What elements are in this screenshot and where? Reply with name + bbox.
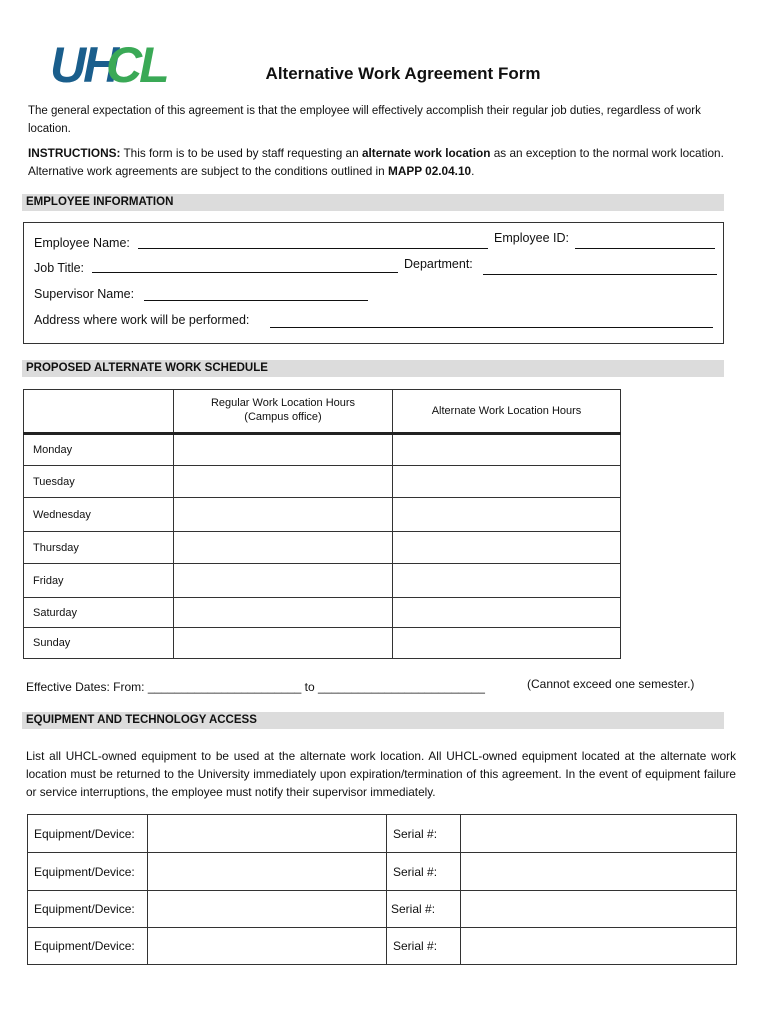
serial-label: Serial #: — [387, 815, 461, 853]
regular-hours-tuesday[interactable] — [174, 466, 393, 498]
serial-label: Serial #: — [387, 853, 461, 891]
instructions-bold: alternate work location — [361, 146, 491, 160]
employee-info-heading: EMPLOYEE INFORMATION — [22, 194, 724, 211]
instructions-label: INSTRUCTIONS: — [28, 146, 121, 160]
mapp-reference: MAPP 02.04.10 — [388, 164, 472, 178]
address-label: Address where work will be performed: — [34, 313, 250, 327]
alternate-hours-saturday[interactable] — [393, 598, 621, 628]
alternate-hours-monday[interactable] — [393, 434, 621, 466]
table-row — [24, 434, 621, 466]
semester-note: (Cannot exceed one semester.) — [527, 677, 695, 691]
logo-text-uh: UH — [50, 37, 117, 93]
effective-to-label: to — [301, 680, 319, 694]
table-row — [28, 891, 737, 928]
regular-hours-monday[interactable] — [174, 434, 393, 466]
instructions-part: as an exception to the normal work location. Alternative work agreements are subject to the conditions outlined in — [28, 146, 724, 178]
serial-label: Serial #: — [387, 891, 461, 928]
table-row — [24, 466, 621, 498]
regular-hours-header — [174, 390, 393, 434]
day-label-friday: Friday — [24, 564, 174, 598]
logo-text-cl: CL — [106, 37, 167, 93]
employee-id-label: Employee ID: — [494, 231, 570, 245]
schedule-header-row — [24, 390, 621, 434]
regular-hours-header-line1: Regular Work Location Hours — [210, 397, 356, 409]
table-row — [24, 498, 621, 532]
instructions-part: This form is to be used by staff requesting an — [120, 146, 362, 160]
device-label: Equipment/Device: — [28, 928, 148, 965]
effective-to-field[interactable]: _________________________ — [318, 680, 485, 694]
effective-from-field[interactable]: _______________________ — [147, 680, 302, 694]
serial-field-2[interactable] — [461, 853, 737, 891]
job-title-label: Job Title: — [34, 261, 85, 275]
device-label: Equipment/Device: — [28, 853, 148, 891]
department-field[interactable] — [483, 260, 717, 275]
device-label: Equipment/Device: — [28, 815, 148, 853]
day-label-saturday: Saturday — [24, 598, 174, 628]
day-label-tuesday: Tuesday — [24, 466, 174, 498]
serial-field-4[interactable] — [461, 928, 737, 965]
device-field-2[interactable] — [148, 853, 387, 891]
schedule-heading: PROPOSED ALTERNATE WORK SCHEDULE — [22, 360, 724, 377]
regular-hours-header-line2: (Campus office) — [244, 411, 322, 423]
table-row — [24, 564, 621, 598]
supervisor-name-label: Supervisor Name: — [34, 287, 135, 301]
schedule-table — [23, 389, 621, 659]
instructions-text — [28, 144, 728, 180]
serial-label: Serial #: — [387, 928, 461, 965]
supervisor-name-field[interactable] — [144, 286, 368, 301]
regular-hours-wednesday[interactable] — [174, 498, 393, 532]
table-row — [28, 815, 737, 853]
alternate-hours-thursday[interactable] — [393, 532, 621, 564]
device-label: Equipment/Device: — [28, 891, 148, 928]
day-label-sunday: Sunday — [24, 628, 174, 659]
page-title: Alternative Work Agreement Form — [265, 64, 541, 83]
department-label: Department: — [404, 257, 473, 271]
alternate-hours-sunday[interactable] — [393, 628, 621, 659]
employee-name-field[interactable] — [138, 234, 488, 249]
alternate-hours-wednesday[interactable] — [393, 498, 621, 532]
day-label-wednesday: Wednesday — [24, 498, 174, 532]
employee-id-field[interactable] — [575, 234, 715, 249]
table-row — [24, 598, 621, 628]
alternate-hours-friday[interactable] — [393, 564, 621, 598]
table-row — [24, 532, 621, 564]
job-title-field[interactable] — [92, 258, 398, 273]
day-label-monday: Monday — [24, 434, 174, 466]
table-row — [28, 853, 737, 891]
alternate-hours-header: Alternate Work Location Hours — [393, 390, 621, 434]
serial-field-3[interactable] — [461, 891, 737, 928]
address-field[interactable] — [270, 313, 713, 328]
equipment-heading: EQUIPMENT AND TECHNOLOGY ACCESS — [22, 712, 724, 729]
alternate-hours-tuesday[interactable] — [393, 466, 621, 498]
equipment-text: List all UHCL-owned equipment to be used at the alternate work location. All UHCL-owned equipment located at the alternate work location must be returned to the University immediately upon expiration/termination of this agreement. In the event of equipment failure or service interruptions, the employee must notify their supervisor immediately. — [26, 749, 736, 799]
device-field-4[interactable] — [148, 928, 387, 965]
regular-hours-sunday[interactable] — [174, 628, 393, 659]
instructions-part: . — [471, 164, 475, 178]
regular-hours-friday[interactable] — [174, 564, 393, 598]
employee-name-label: Employee Name: — [34, 236, 130, 250]
table-row — [28, 928, 737, 965]
serial-field-1[interactable] — [461, 815, 737, 853]
effective-dates-row — [26, 680, 485, 694]
table-row — [24, 628, 621, 659]
day-label-thursday: Thursday — [24, 532, 174, 564]
day-column-header — [24, 390, 174, 434]
equipment-table — [27, 814, 737, 965]
device-field-3[interactable] — [148, 891, 387, 928]
regular-hours-saturday[interactable] — [174, 598, 393, 628]
regular-hours-thursday[interactable] — [174, 532, 393, 564]
effective-from-label: Effective Dates: From: — [26, 680, 148, 694]
device-field-1[interactable] — [148, 815, 387, 853]
intro-text: The general expectation of this agreement is that the employee will effectively accomplish their regular job duties, regardless of work location. — [28, 105, 701, 135]
